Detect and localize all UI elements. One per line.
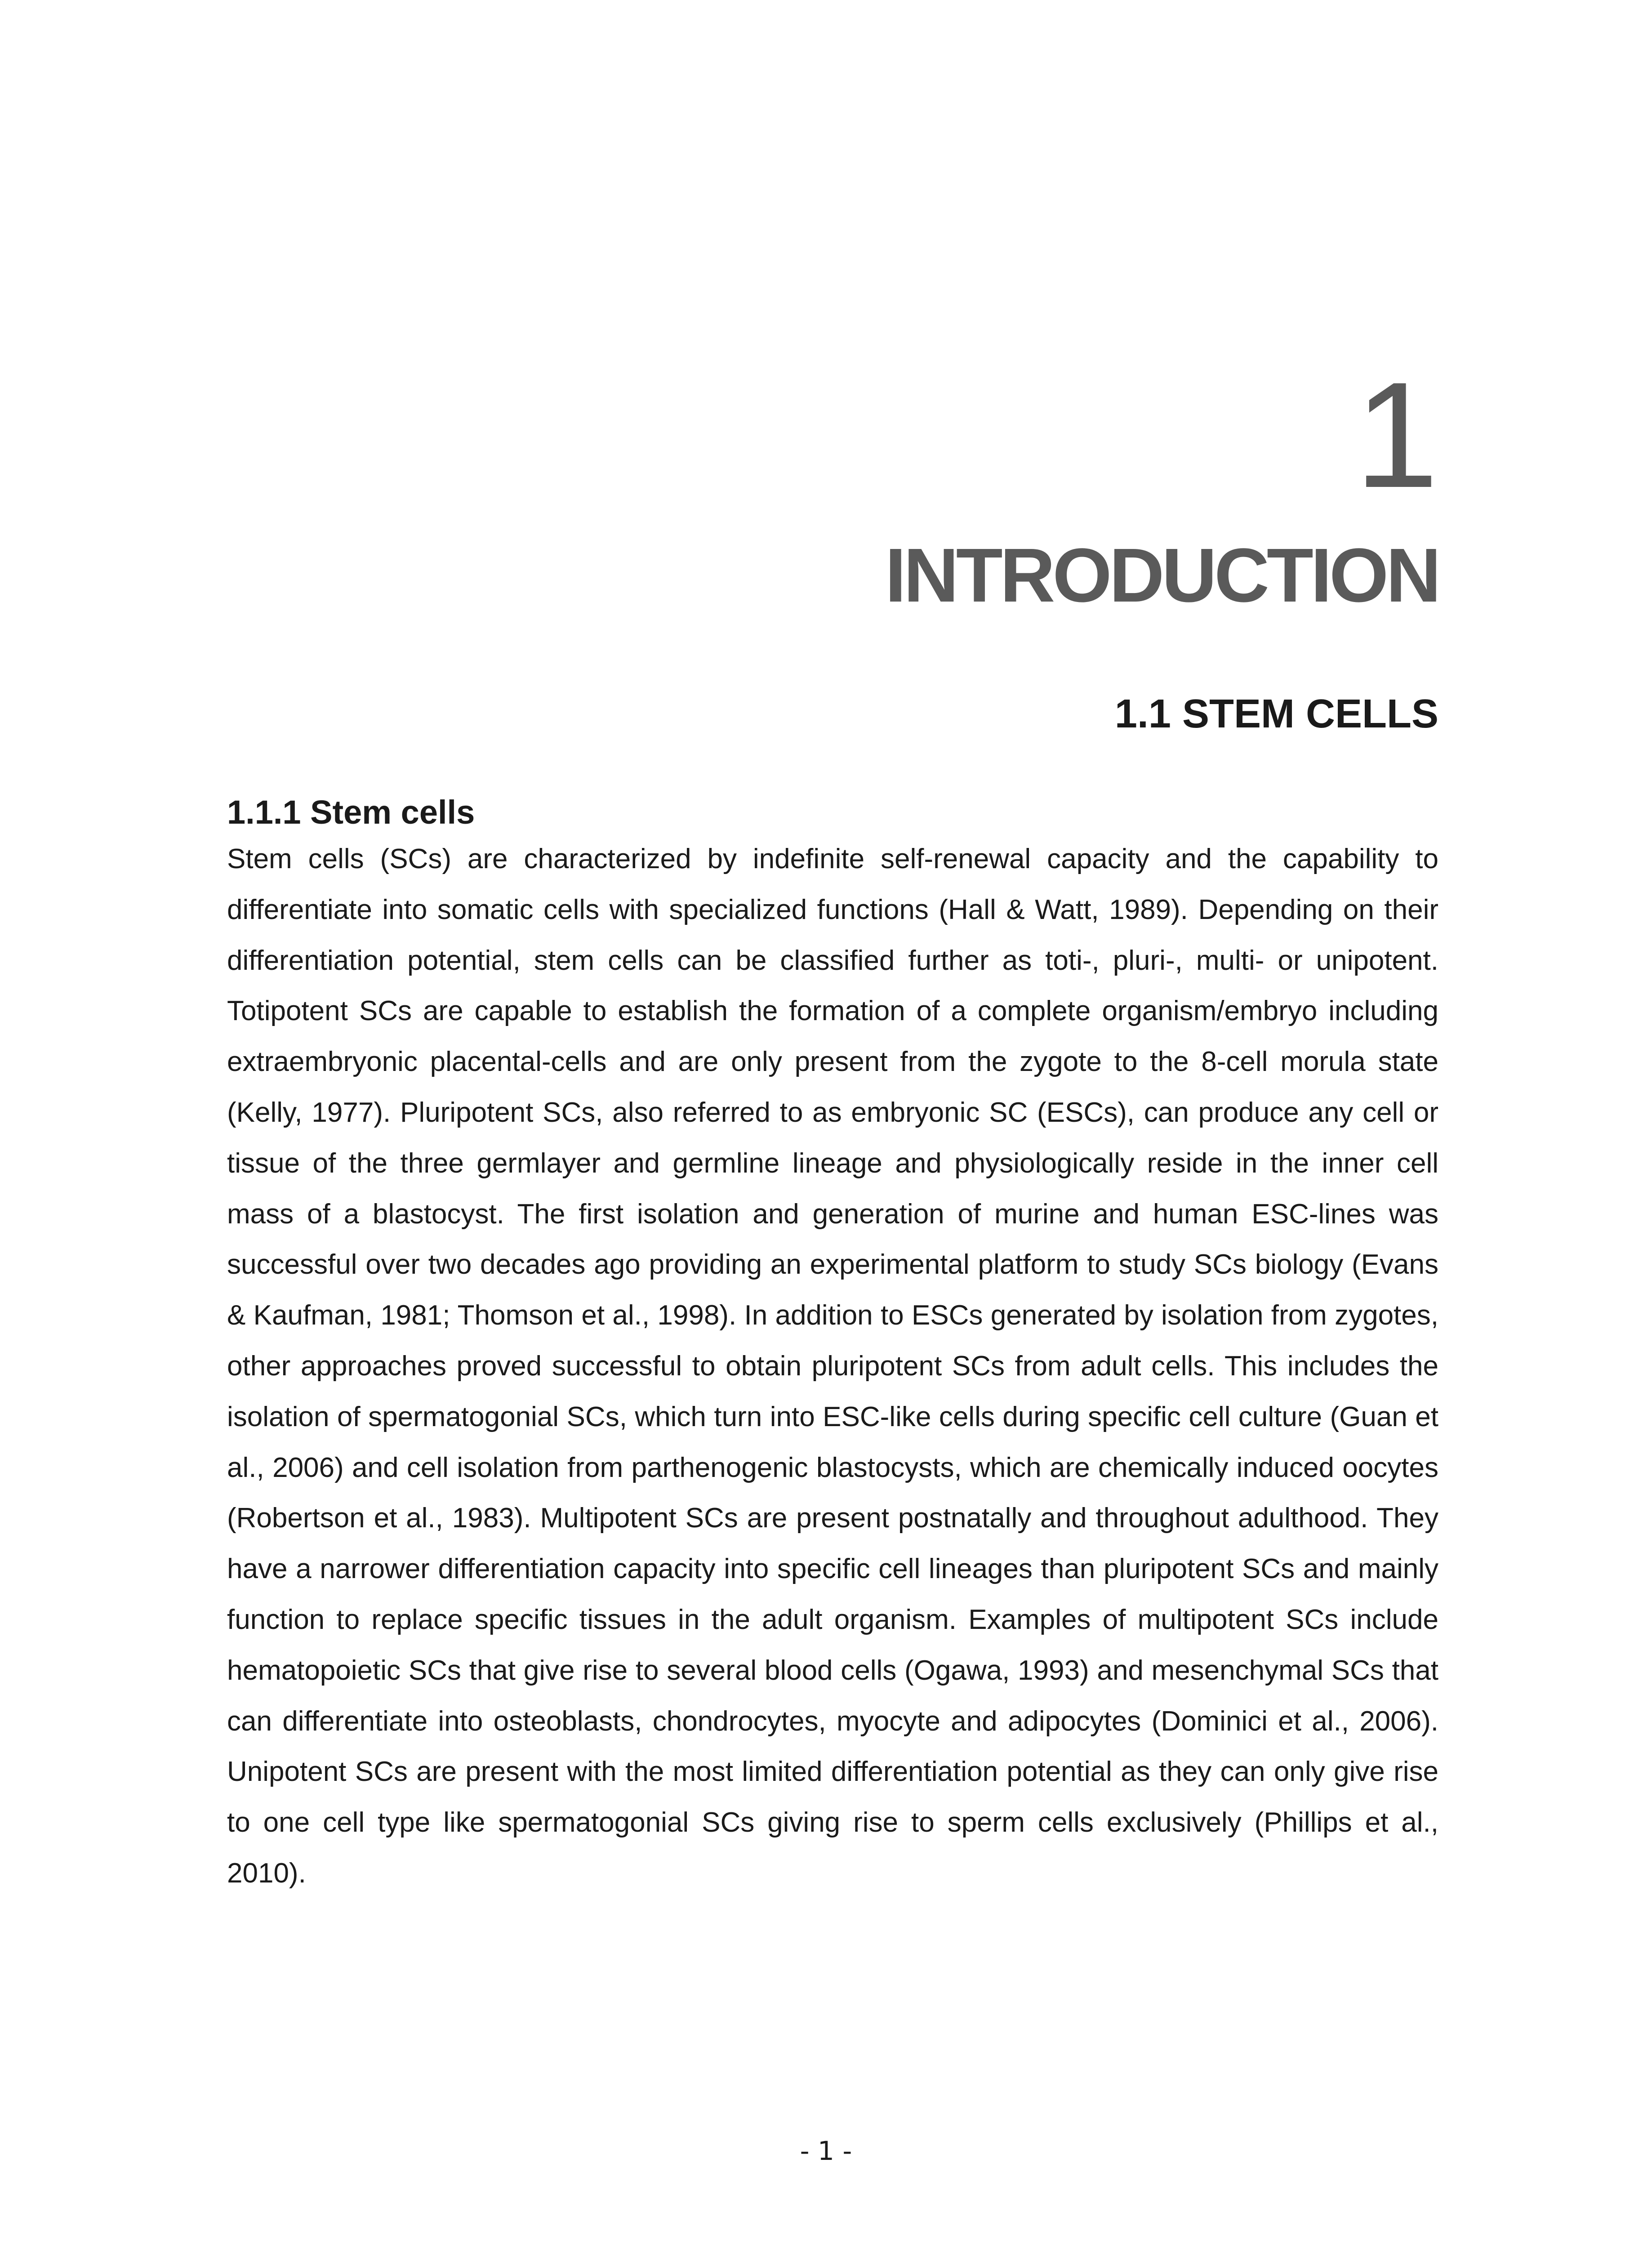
- subsection-title: 1.1.1 Stem cells: [227, 794, 475, 831]
- section-title: 1.1 STEM CELLS: [1114, 691, 1438, 736]
- chapter-title: INTRODUCTION: [885, 533, 1438, 618]
- chapter-number: 1: [1354, 351, 1438, 519]
- body-paragraph: Stem cells (SCs) are characterized by indefinite self-renewal capacity and the capability to differentiate into somatic cells with specialized functions (Hall & Watt, 1989). Depending on their differentiation potential, stem cells can be classified further as toti-, pluri-, multi- or unipotent. Totipotent SCs are capable to establish the formation of a complete organism/embryo including extraembryonic placental-cells and are only present from the zygote to the 8-cell morula state (Kelly, 1977). Pluripotent SCs, also referred to as embryonic SC (ESCs), can produce any cell or tissue of the three germlayer and germline lineage and physiologically reside in the inner cell mass of a blastocyst. The first isolation and generation of murine and human ESC-lines was successful over two decades ago providing an experimental platform to study SCs biology (Evans & Kaufman, 1981; Thomson et al., 1998). In addition to ESCs generated by isolation from zygotes, other approaches proved successful to obtain pluripotent SCs from adult cells. This includes the isolation of spermatogonial SCs, which turn into ESC-like cells during specific cell culture (Guan et al., 2006) and cell isolation from parthenogenic blastocysts, which are chemically induced oocytes (Robertson et al., 1983). Multipotent SCs are present postnatally and throughout adulthood. They have a narrower differentiation capacity into specific cell lineages than pluripotent SCs and mainly function to replace specific tissues in the adult organism. Examples of multipotent SCs include hematopoietic SCs that give rise to several blood cells (Ogawa, 1993) and mesenchymal SCs that can differentiate into osteoblasts, chondrocytes, myocyte and adipocytes (Dominici et al., 2006). Unipotent SCs are present with the most limited differentiation potential as they can only give rise to one cell type like spermatogonial SCs giving rise to sperm cells exclusively (Phillips et al., 2010).: [227, 843, 1438, 1889]
- page-number: - 1 -: [800, 2136, 852, 2166]
